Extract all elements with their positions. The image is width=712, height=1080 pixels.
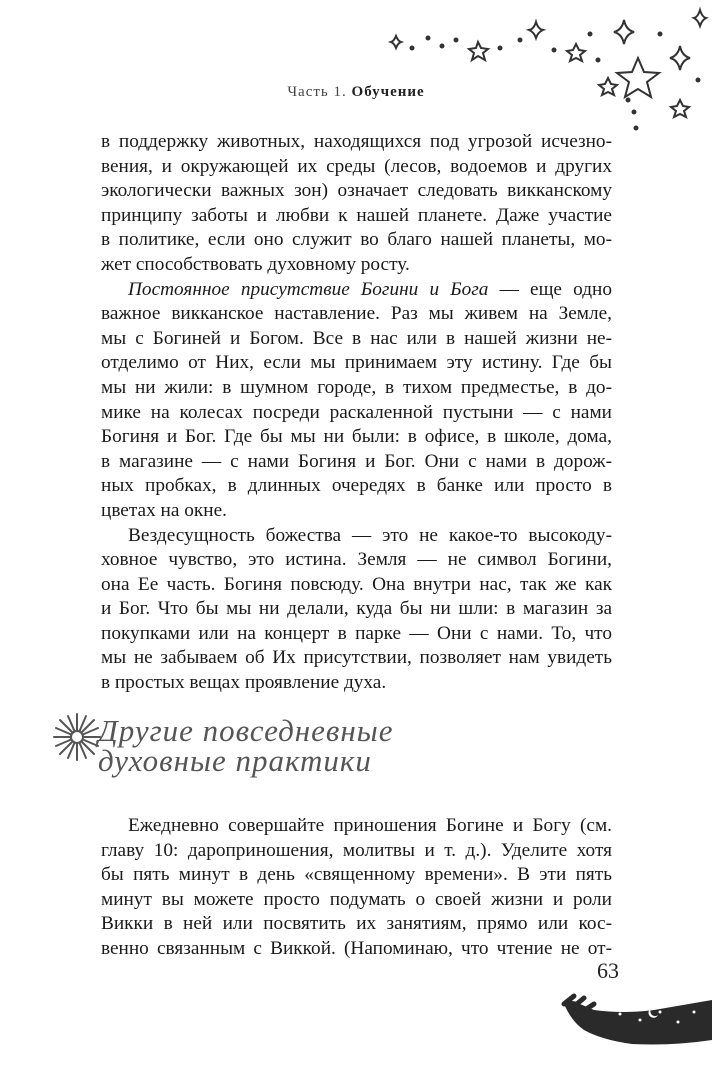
- page-number: 63: [597, 958, 619, 983]
- text-line: мы ни жили: в шумном городе, в тихом предместье, в до-: [101, 376, 612, 398]
- text-line: минут вы можете просто подумать о своей жизни и роли: [101, 888, 612, 910]
- text-line: экологически важных зон) означает следовать викканскому: [101, 180, 612, 202]
- text-line: ных пробках, в длинных очередях в банке или просто в: [101, 475, 612, 497]
- text-line: в политике, если оно служит во благо нашей планеты, мо-: [101, 229, 612, 251]
- part-label: Часть 1.: [287, 84, 347, 100]
- heading-line: Другие повседневные: [98, 713, 394, 748]
- text-line: мы не забываем об Их присутствии, позволяет нам увидеть: [101, 647, 612, 669]
- heading-line: духовные практики: [98, 743, 372, 778]
- chapter-title: Обучение: [351, 84, 425, 100]
- text-line: Викки в ней или посвятить их занятиям, прямо или кос-: [101, 913, 612, 935]
- text-line: цветах на окне.: [101, 499, 227, 521]
- text: — еще одно: [488, 278, 613, 300]
- text-line: покупками или на концерт в парке — Они с нами. То, что: [101, 622, 612, 644]
- text-line: бы пять минут в день «священному времени». В эти пять: [101, 864, 612, 886]
- text-line: важное викканское наставление. Раз мы живем на Земле,: [101, 303, 612, 325]
- running-header: [0, 84, 712, 101]
- emphasis: Постоянное присутствие Богини и Бога: [128, 278, 489, 300]
- text-line: мы с Богиней и Богом. Все в нас или в нашей жизни не-: [101, 327, 612, 349]
- text-line: в поддержку животных, находящихся под угрозой исчезно-: [101, 131, 612, 152]
- text-line: в простых вещах проявление духа.: [101, 672, 387, 694]
- text-line: Богиня и Бог. Где бы мы ни были: в офисе, в школе, дома,: [101, 426, 612, 448]
- text-line: вения, и окружающей их среды (лесов, водоемов и других: [101, 155, 612, 177]
- text-line: [101, 278, 612, 303]
- sunburst-icon: [52, 712, 102, 762]
- text-line: отделимо от Них, если мы принимаем эту истину. Где бы: [101, 352, 612, 374]
- text-line: Вездесущность божества — это не какое-то высокоду-: [128, 524, 612, 546]
- text-line: главу 10: дароприношения, молитвы и т. д.). Уделите хотя: [101, 839, 612, 861]
- text-line: принципу заботы и любви к нашей планете. Даже участие: [101, 204, 612, 226]
- text-line: ховное чувство, это истина. Земля — не символ Богини,: [101, 549, 612, 571]
- text-line: мике на колесах посреди раскаленной пустыни — с нами: [101, 401, 612, 423]
- text-line: Ежедневно совершайте приношения Богине и Богу (см.: [128, 815, 612, 836]
- text-line: венно связанным с Виккой. (Напоминаю, что чтение не от-: [101, 937, 612, 959]
- text-line: и Бог. Что бы мы ни делали, куда бы ни шли: в магазин за: [101, 598, 612, 620]
- text-line: жет способствовать духовному росту.: [101, 253, 410, 275]
- section-heading: [98, 713, 394, 778]
- text-line: она Ее часть. Богиня повсюду. Она внутри нас, так же как: [101, 573, 612, 595]
- stars-decoration: [380, 0, 712, 140]
- paragraph-1: [101, 130, 612, 696]
- paragraph-4: [101, 814, 612, 962]
- hand-decoration: [560, 990, 712, 1050]
- text-line: в магазине — с нами Богиня и Бог. Они с нами в дорож-: [101, 450, 612, 472]
